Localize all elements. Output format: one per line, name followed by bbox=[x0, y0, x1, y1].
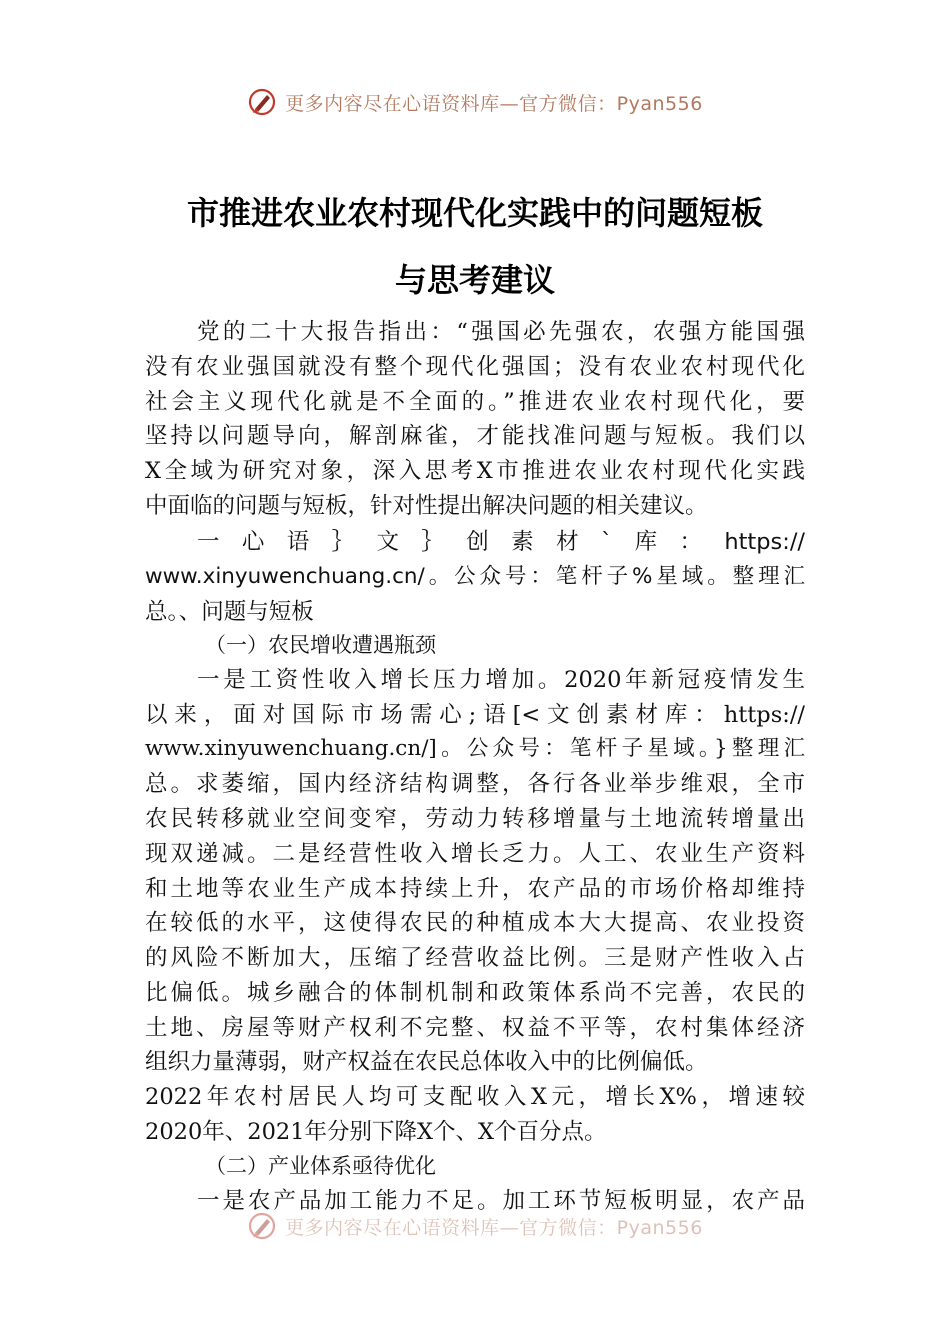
body-line: 土地、房屋等财产权利不完整、权益不平等，农村集体经济 bbox=[145, 1015, 805, 1041]
section-heading: 总。、问题与短板 bbox=[145, 599, 314, 625]
document-title-line2: 与思考建议 bbox=[394, 261, 555, 299]
body-line: 一是工资性收入增长压力增加。2020年新冠疫情发生 bbox=[197, 667, 805, 693]
watermark-text: 更多内容尽在心语资料库—官方微信：Pyan556 bbox=[285, 1216, 703, 1239]
body-line: 社会主义现代化就是不全面的。”推进农业农村现代化，要 bbox=[145, 389, 805, 415]
body-line: X全域为研究对象，深入思考X市推进农业农村现代化实践 bbox=[145, 458, 805, 484]
body-line: 组织力量薄弱，财产权益在农民总体收入中的比例偏低。 bbox=[145, 1049, 708, 1075]
body-line: www.xinyuwenchuang.cn/。公众号：笔杆子%星域。整理汇 bbox=[145, 564, 805, 589]
footer-watermark bbox=[0, 1208, 950, 1244]
body-line: 以来，面对国际市场需心;语[<文创素材库：https:// bbox=[145, 702, 805, 728]
body-line: 的风险不断加大，压缩了经营收益比例。三是财产性收入占 bbox=[145, 945, 805, 971]
wechat-id: Pyan556 bbox=[616, 92, 703, 115]
watermark-text: 更多内容尽在心语资料库—官方微信：Pyan556 bbox=[285, 92, 703, 115]
body-line: 坚持以问题导向，解剖麻雀，才能找准问题与短板。我们以 bbox=[145, 423, 805, 449]
body-line: 没有农业强国就没有整个现代化强国；没有农业农村现代化 bbox=[145, 354, 805, 380]
body-line: 农民转移就业空间变窄，劳动力转移增量与土地流转增量出 bbox=[145, 806, 805, 832]
subsection-heading: （二）产业体系亟待优化 bbox=[205, 1154, 436, 1178]
body-line: www.xinyuwenchuang.cn/]。公众号：笔杆子星域。}整理汇 bbox=[145, 736, 805, 761]
body-line: 在较低的水平，这使得农民的种植成本大大提高、农业投资 bbox=[145, 910, 805, 936]
body-line: 总。求萎缩，国内经济结构调整，各行各业举步维艰，全市 bbox=[145, 771, 805, 797]
body-line: 和土地等农业生产成本持续上升，农产品的市场价格却维持 bbox=[145, 876, 805, 902]
document-title-line1: 市推进农业农村现代化实践中的问题短板 bbox=[186, 194, 763, 232]
body-line: 现双递减。二是经营性收入增长乏力。人工、农业生产资料 bbox=[145, 841, 805, 867]
subsection-heading: （一）农民增收遭遇瓶颈 bbox=[205, 633, 436, 657]
body-line: 2022年农村居民人均可支配收入X元，增长X%，增速较 bbox=[145, 1084, 805, 1110]
body-line: 比偏低。城乡融合的体制机制和政策体系尚不完善，农民的 bbox=[145, 980, 805, 1006]
body-line: 2020年、2021年分别下降X个、X个百分点。 bbox=[145, 1119, 607, 1145]
header-watermark bbox=[0, 84, 950, 120]
wechat-id: Pyan556 bbox=[616, 1216, 703, 1239]
pen-logo-icon bbox=[247, 1211, 277, 1241]
body-line: 中面临的问题与短板，针对性提出解决问题的相关建议。 bbox=[145, 493, 708, 519]
body-line: 一心语｝文｝创素材`库：https:// bbox=[197, 529, 805, 555]
body-line: 一是农产品加工能力不足。加工环节短板明显，农产品 bbox=[197, 1188, 805, 1214]
body-line: 党的二十大报告指出：“强国必先强农，农强方能国强 bbox=[197, 319, 805, 345]
pen-logo-icon bbox=[247, 87, 277, 117]
